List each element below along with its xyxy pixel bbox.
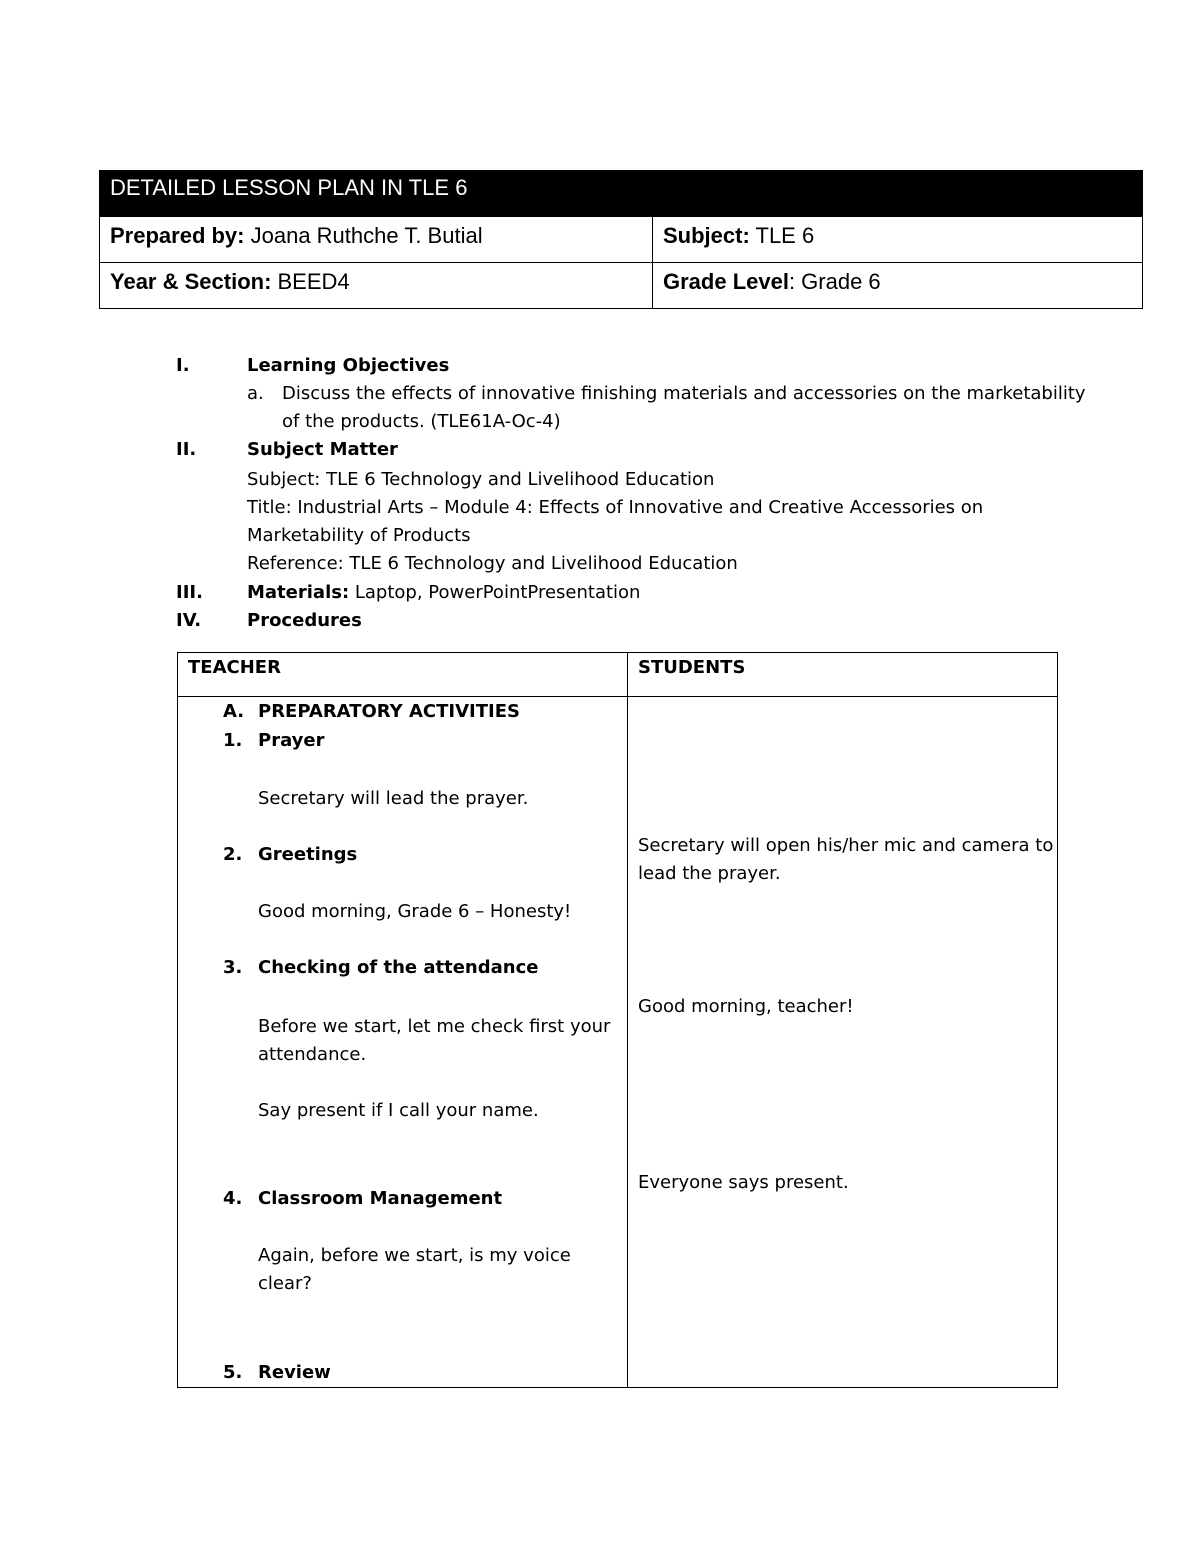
section-2-title: Subject Matter xyxy=(247,439,398,460)
lesson-plan-header-table xyxy=(99,170,1143,309)
document-title: DETAILED LESSON PLAN IN TLE 6 xyxy=(100,171,1142,216)
teacher-attendance-line-3: Say present if I call your name. xyxy=(258,1100,539,1121)
header-row-divider xyxy=(178,696,1057,697)
section-1-title: Learning Objectives xyxy=(247,355,450,376)
subject-value: TLE 6 xyxy=(749,223,815,248)
header-row-1 xyxy=(100,216,1142,262)
subject-matter-title-line-1: Title: Industrial Arts – Module 4: Effects of Innovative and Creative Accessories on xyxy=(247,497,984,518)
header-row-2 xyxy=(100,262,1142,308)
grade-level-label: Grade Level xyxy=(663,269,789,294)
item-3-title: Checking of the attendance xyxy=(258,957,539,978)
objective-a-line-2: of the products. (TLE61A-Oc-4) xyxy=(282,411,561,432)
objective-a-marker: a. xyxy=(247,383,264,404)
item-4-title: Classroom Management xyxy=(258,1188,503,1209)
section-a-marker: A. xyxy=(223,701,245,722)
subject-matter-reference: Reference: TLE 6 Technology and Livelihood Education xyxy=(247,553,738,574)
student-attendance-text: Everyone says present. xyxy=(638,1172,849,1193)
teacher-attendance-line-2: attendance. xyxy=(258,1044,367,1065)
grade-level-value: : Grade 6 xyxy=(788,269,881,294)
section-4-number: IV. xyxy=(176,610,202,631)
year-section-value: BEED4 xyxy=(271,269,350,294)
student-prayer-line-2: lead the prayer. xyxy=(638,863,781,884)
grade-level-cell xyxy=(653,263,1142,308)
teacher-greeting-text: Good morning, Grade 6 – Honesty! xyxy=(258,901,572,922)
teacher-management-line-2: clear? xyxy=(258,1273,312,1294)
item-2-title: Greetings xyxy=(258,844,358,865)
student-prayer-line-1: Secretary will open his/her mic and camera to xyxy=(638,835,1054,856)
item-1-number: 1. xyxy=(223,730,243,751)
subject-matter-title-line-2: Marketability of Products xyxy=(247,525,471,546)
procedures-table xyxy=(177,652,1058,1388)
subject-matter-subject: Subject: TLE 6 Technology and Livelihood Education xyxy=(247,469,715,490)
item-3-number: 3. xyxy=(223,957,243,978)
teacher-column-header: TEACHER xyxy=(188,657,281,678)
year-section-label: Year & Section: xyxy=(110,269,272,294)
section-4-title: Procedures xyxy=(247,610,362,631)
students-column-header: STUDENTS xyxy=(638,657,746,678)
materials-value: Laptop, PowerPointPresentation xyxy=(349,582,641,603)
item-2-number: 2. xyxy=(223,844,243,865)
item-1-title: Prayer xyxy=(258,730,325,751)
prepared-by-value: Joana Ruthche T. Butial xyxy=(244,223,483,248)
subject-cell xyxy=(653,217,1142,262)
section-2-number: II. xyxy=(176,439,197,460)
prepared-by-cell xyxy=(100,217,653,262)
item-4-number: 4. xyxy=(223,1188,243,1209)
section-3-title: Materials: xyxy=(247,582,350,603)
column-divider xyxy=(627,653,628,1387)
objective-a-line-1: Discuss the effects of innovative finishing materials and accessories on the marketability xyxy=(282,383,1086,404)
prepared-by-label: Prepared by: xyxy=(110,223,245,248)
section-1-number: I. xyxy=(176,355,190,376)
teacher-prayer-text: Secretary will lead the prayer. xyxy=(258,788,529,809)
item-5-title: Review xyxy=(258,1362,331,1383)
materials-line xyxy=(247,579,640,607)
teacher-management-line-1: Again, before we start, is my voice xyxy=(258,1245,571,1266)
teacher-attendance-line-1: Before we start, let me check first your xyxy=(258,1016,611,1037)
section-a-title: PREPARATORY ACTIVITIES xyxy=(258,701,520,722)
student-greeting-text: Good morning, teacher! xyxy=(638,996,854,1017)
section-3-number: III. xyxy=(176,582,203,603)
item-5-number: 5. xyxy=(223,1362,243,1383)
subject-label: Subject: xyxy=(663,223,750,248)
year-section-cell xyxy=(100,263,653,308)
